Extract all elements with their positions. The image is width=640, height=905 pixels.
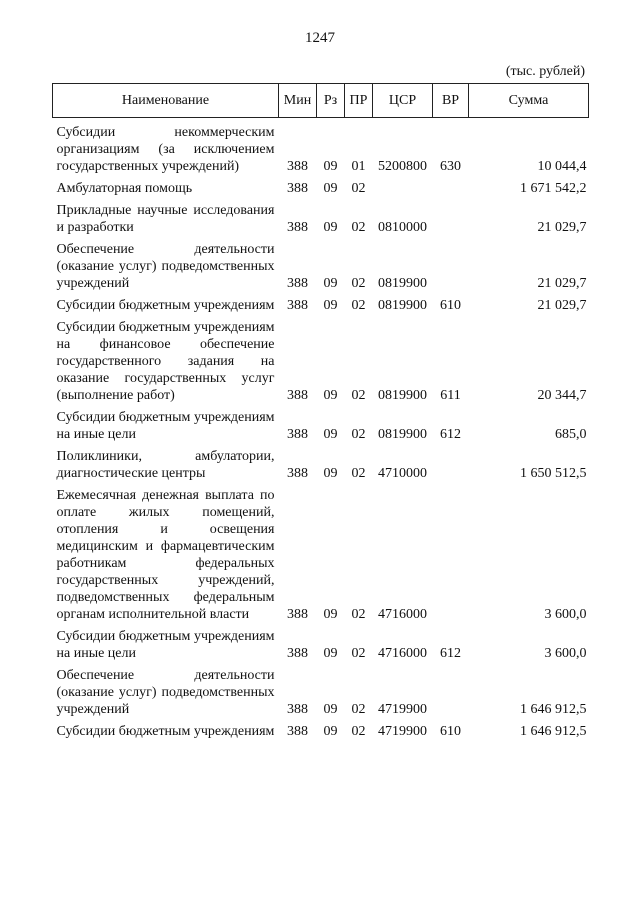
row-csr: 4710000 bbox=[378, 466, 427, 481]
row-rz: 09 bbox=[323, 298, 338, 313]
table-row bbox=[53, 443, 589, 482]
row-csr: 0819900 bbox=[378, 388, 427, 403]
row-rz: 09 bbox=[323, 388, 338, 403]
row-vr bbox=[433, 175, 469, 197]
row-vr bbox=[433, 236, 469, 292]
row-rz: 09 bbox=[323, 159, 338, 174]
header-name: Наименование bbox=[53, 84, 279, 118]
row-name: Субсидии некоммерческим организациям (за исключением государственных учреждений) bbox=[56, 125, 275, 174]
row-pr: 02 bbox=[351, 220, 366, 235]
header-pr: ПР bbox=[345, 84, 373, 118]
row-min: 388 bbox=[287, 181, 308, 196]
row-vr bbox=[433, 443, 469, 482]
row-name: Субсидии бюджетным учреждениям bbox=[56, 298, 275, 313]
table-row bbox=[53, 118, 589, 176]
row-vr bbox=[433, 482, 469, 623]
row-name: Поликлиники, амбулатории, диагностические центры bbox=[56, 449, 275, 481]
table-header bbox=[53, 84, 589, 118]
row-sum: 1 650 512,5 bbox=[520, 466, 587, 481]
row-name: Субсидии бюджетным учреждениям на финансовое обеспечение государственного задания на оказание государственных услуг (выполнение работ) bbox=[56, 320, 275, 403]
table-row bbox=[53, 292, 589, 314]
table-row bbox=[53, 236, 589, 292]
row-pr: 01 bbox=[351, 159, 366, 174]
page-number: 1247 bbox=[305, 30, 335, 46]
row-name: Амбулаторная помощь bbox=[56, 181, 193, 196]
row-name: Субсидии бюджетным учреждениям на иные цели bbox=[56, 410, 275, 442]
row-sum: 3 600,0 bbox=[544, 646, 587, 661]
header-csr: ЦСР bbox=[373, 84, 433, 118]
row-vr: 630 bbox=[440, 159, 461, 174]
row-name: Обеспечение деятельности (оказание услуг) подведомственных учреждений bbox=[56, 668, 275, 717]
row-min: 388 bbox=[287, 466, 308, 481]
row-sum: 3 600,0 bbox=[544, 607, 587, 622]
row-min: 388 bbox=[287, 724, 308, 739]
row-min: 388 bbox=[287, 159, 308, 174]
row-min: 388 bbox=[287, 298, 308, 313]
row-name: Субсидии бюджетным учреждениям на иные цели bbox=[56, 629, 275, 661]
row-rz: 09 bbox=[323, 220, 338, 235]
row-csr bbox=[373, 175, 433, 197]
row-csr: 4719900 bbox=[378, 724, 427, 739]
table-row bbox=[53, 482, 589, 623]
table-body bbox=[53, 118, 589, 741]
row-csr: 4716000 bbox=[378, 607, 427, 622]
row-rz: 09 bbox=[323, 466, 338, 481]
row-csr: 4716000 bbox=[378, 646, 427, 661]
row-pr: 02 bbox=[351, 466, 366, 481]
table-row bbox=[53, 623, 589, 662]
row-sum: 10 044,4 bbox=[537, 159, 587, 174]
row-csr: 0810000 bbox=[378, 220, 427, 235]
row-vr: 612 bbox=[440, 646, 461, 661]
row-pr: 02 bbox=[351, 388, 366, 403]
row-rz: 09 bbox=[323, 646, 338, 661]
row-rz: 09 bbox=[323, 427, 338, 442]
row-name: Субсидии бюджетным учреждениям bbox=[56, 724, 275, 739]
row-pr: 02 bbox=[351, 298, 366, 313]
row-min: 388 bbox=[287, 220, 308, 235]
table-row bbox=[53, 175, 589, 197]
row-rz: 09 bbox=[323, 702, 338, 717]
row-rz: 09 bbox=[323, 276, 338, 291]
units-label: (тыс. рублей) bbox=[505, 64, 585, 79]
row-sum: 1 646 912,5 bbox=[520, 702, 587, 717]
table-row bbox=[53, 718, 589, 740]
row-pr: 02 bbox=[351, 607, 366, 622]
header-min: Мин bbox=[279, 84, 317, 118]
row-pr: 02 bbox=[351, 724, 366, 739]
row-vr bbox=[433, 662, 469, 718]
row-min: 388 bbox=[287, 427, 308, 442]
row-name: Прикладные научные исследования и разработки bbox=[56, 203, 275, 235]
row-sum: 685,0 bbox=[555, 427, 587, 442]
row-csr: 5200800 bbox=[378, 159, 427, 174]
table-row bbox=[53, 662, 589, 718]
budget-table bbox=[52, 83, 589, 740]
row-rz: 09 bbox=[323, 181, 338, 196]
row-csr: 4719900 bbox=[378, 702, 427, 717]
row-csr: 0819900 bbox=[378, 427, 427, 442]
row-sum: 1 671 542,2 bbox=[520, 181, 587, 196]
row-vr: 611 bbox=[440, 388, 461, 403]
row-sum: 1 646 912,5 bbox=[520, 724, 587, 739]
row-pr: 02 bbox=[351, 427, 366, 442]
row-min: 388 bbox=[287, 702, 308, 717]
row-csr: 0819900 bbox=[378, 298, 427, 313]
row-min: 388 bbox=[287, 276, 308, 291]
row-min: 388 bbox=[287, 388, 308, 403]
row-name: Ежемесячная денежная выплата по оплате жилых помещений, отопления и освещения медицинским и фармацевтическим работникам федеральных государственных учреждений, подведомственных федеральным органам исполнительной власти bbox=[56, 488, 275, 622]
row-rz: 09 bbox=[323, 607, 338, 622]
header-rz: Рз bbox=[317, 84, 345, 118]
row-sum: 21 029,7 bbox=[537, 276, 587, 291]
row-vr: 610 bbox=[440, 724, 461, 739]
table-row bbox=[53, 404, 589, 443]
row-name: Обеспечение деятельности (оказание услуг) подведомственных учреждений bbox=[56, 242, 275, 291]
row-vr: 610 bbox=[440, 298, 461, 313]
row-vr bbox=[433, 197, 469, 236]
row-min: 388 bbox=[287, 607, 308, 622]
row-sum: 20 344,7 bbox=[537, 388, 587, 403]
row-rz: 09 bbox=[323, 724, 338, 739]
row-pr: 02 bbox=[351, 181, 366, 196]
table-row bbox=[53, 314, 589, 404]
row-pr: 02 bbox=[351, 276, 366, 291]
header-sum: Сумма bbox=[469, 84, 589, 118]
row-min: 388 bbox=[287, 646, 308, 661]
row-pr: 02 bbox=[351, 702, 366, 717]
row-vr: 612 bbox=[440, 427, 461, 442]
row-sum: 21 029,7 bbox=[537, 220, 587, 235]
table-row bbox=[53, 197, 589, 236]
row-sum: 21 029,7 bbox=[537, 298, 587, 313]
row-csr: 0819900 bbox=[378, 276, 427, 291]
row-pr: 02 bbox=[351, 646, 366, 661]
header-vr: ВР bbox=[433, 84, 469, 118]
